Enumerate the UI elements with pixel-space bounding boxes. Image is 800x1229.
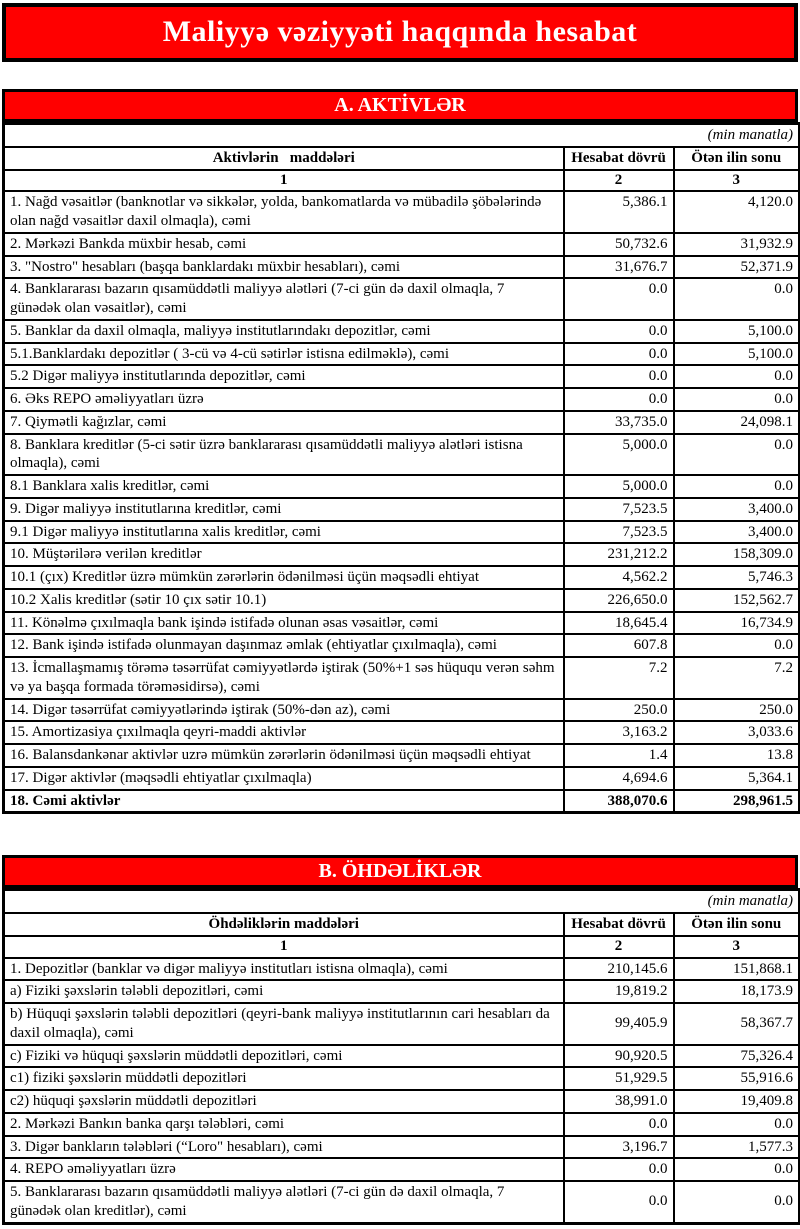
row-prior-year-end-value: 7.2 bbox=[674, 657, 800, 699]
row-prior-year-end-value: 0.0 bbox=[674, 1113, 800, 1136]
table-row bbox=[4, 721, 800, 744]
column-header-row bbox=[4, 147, 800, 170]
row-prior-year-end-value: 5,100.0 bbox=[674, 320, 800, 343]
section-assets-heading: A. AKTİVLƏR bbox=[334, 94, 466, 116]
table-row bbox=[4, 634, 800, 657]
row-current-period-value: 0.0 bbox=[564, 343, 674, 366]
row-prior-year-end-value: 31,932.9 bbox=[674, 233, 800, 256]
assets-table bbox=[2, 122, 800, 814]
row-item-label: 2. Mərkəzi Bankın banka qarşı tələbləri, cəmi bbox=[4, 1113, 564, 1136]
row-prior-year-end-value: 0.0 bbox=[674, 388, 800, 411]
table-row bbox=[4, 1003, 800, 1045]
row-item-label: 5.1.Banklardakı depozitlər ( 3-cü və 4-cü sətirlər istisna edilməklə), cəmi bbox=[4, 343, 564, 366]
row-prior-year-end-value: 298,961.5 bbox=[674, 790, 800, 813]
row-prior-year-end-value: 5,100.0 bbox=[674, 343, 800, 366]
table-row bbox=[4, 566, 800, 589]
table-row bbox=[4, 343, 800, 366]
row-item-label: 1. Nağd vəsaitlər (banknotlar və sikkələr, yolda, bankomatlarda və mübadilə şöbələrində olan nağd vəsaitlər daxil olmaqla), cəmi bbox=[4, 191, 564, 233]
section-liabilities-banner bbox=[2, 855, 798, 888]
row-item-label: 7. Qiymətli kağızlar, cəmi bbox=[4, 411, 564, 434]
row-item-label: b) Hüquqi şəxslərin tələbli depozitləri (qeyri-bank maliyyə institutlarının cari hesabları da daxil olmaqla), cəmi bbox=[4, 1003, 564, 1045]
row-prior-year-end-value: 58,367.7 bbox=[674, 1003, 800, 1045]
table-row bbox=[4, 543, 800, 566]
row-item-label: 9. Digər maliyyə institutlarına kreditlər, cəmi bbox=[4, 498, 564, 521]
column-header-items: Aktivlərin maddələri bbox=[4, 147, 564, 170]
row-prior-year-end-value: 75,326.4 bbox=[674, 1045, 800, 1068]
table-row bbox=[4, 958, 800, 981]
table-row bbox=[4, 1181, 800, 1223]
row-current-period-value: 210,145.6 bbox=[564, 958, 674, 981]
row-prior-year-end-value: 3,033.6 bbox=[674, 721, 800, 744]
row-prior-year-end-value: 5,364.1 bbox=[674, 767, 800, 790]
row-current-period-value: 0.0 bbox=[564, 1158, 674, 1181]
row-prior-year-end-value: 16,734.9 bbox=[674, 612, 800, 635]
row-item-label: 15. Amortizasiya çıxılmaqla qeyri-maddi aktivlər bbox=[4, 721, 564, 744]
row-item-label: 8.1 Banklara xalis kreditlər, cəmi bbox=[4, 475, 564, 498]
row-prior-year-end-value: 5,746.3 bbox=[674, 566, 800, 589]
table-row bbox=[4, 388, 800, 411]
table-row bbox=[4, 699, 800, 722]
table-row bbox=[4, 1158, 800, 1181]
row-current-period-value: 250.0 bbox=[564, 699, 674, 722]
row-item-label: 10.1 (çıx) Kreditlər üzrə mümkün zərərlərin ödənilməsi üçün məqsədli ehtiyat bbox=[4, 566, 564, 589]
row-prior-year-end-value: 4,120.0 bbox=[674, 191, 800, 233]
row-item-label: 11. Könəlmə çıxılmaqla bank işində istifadə olunan əsas vəsaitlər, cəmi bbox=[4, 612, 564, 635]
row-current-period-value: 5,386.1 bbox=[564, 191, 674, 233]
unit-note-row bbox=[4, 124, 800, 147]
row-prior-year-end-value: 0.0 bbox=[674, 278, 800, 320]
column-number-row bbox=[4, 936, 800, 958]
liabilities-table bbox=[2, 888, 800, 1224]
row-prior-year-end-value: 151,868.1 bbox=[674, 958, 800, 981]
column-header-prior-year-end: Ötən ilin sonu bbox=[674, 147, 800, 170]
row-current-period-value: 3,163.2 bbox=[564, 721, 674, 744]
row-item-label: 3. Digər bankların tələbləri (“Loro" hesabları), cəmi bbox=[4, 1136, 564, 1159]
column-header-items: Öhdəliklərin maddələri bbox=[4, 913, 564, 936]
row-prior-year-end-value: 24,098.1 bbox=[674, 411, 800, 434]
column-number: 2 bbox=[564, 170, 674, 192]
table-row bbox=[4, 980, 800, 1003]
row-current-period-value: 1.4 bbox=[564, 744, 674, 767]
table-row bbox=[4, 498, 800, 521]
row-prior-year-end-value: 19,409.8 bbox=[674, 1090, 800, 1113]
row-item-label: 9.1 Digər maliyyə institutlarına xalis kreditlər, cəmi bbox=[4, 521, 564, 544]
report-title: Maliyyə vəziyyəti haqqında hesabat bbox=[162, 15, 638, 48]
table-row bbox=[4, 1067, 800, 1090]
row-current-period-value: 0.0 bbox=[564, 365, 674, 388]
row-item-label: 13. İcmallaşmamış törəmə təsərrüfat cəmiyyətlərdə iştirak (50%+1 səs hüququ verən səhm və ya başqa formada törəməsidirsə), cəmi bbox=[4, 657, 564, 699]
row-item-label: 16. Balansdankənar aktivlər uzrə mümkün zərərlərin ödənilməsi üçün məqsədli ehtiyat bbox=[4, 744, 564, 767]
table-row bbox=[4, 278, 800, 320]
column-header-current-period: Hesabat dövrü bbox=[564, 147, 674, 170]
row-item-label: 5. Banklar da daxil olmaqla, maliyyə institutlarındakı depozitlər, cəmi bbox=[4, 320, 564, 343]
unit-note: (min manatla) bbox=[4, 124, 800, 147]
row-prior-year-end-value: 0.0 bbox=[674, 634, 800, 657]
row-current-period-value: 7.2 bbox=[564, 657, 674, 699]
row-item-label: a) Fiziki şəxslərin tələbli depozitləri, cəmi bbox=[4, 980, 564, 1003]
column-number: 1 bbox=[4, 936, 564, 958]
row-prior-year-end-value: 158,309.0 bbox=[674, 543, 800, 566]
row-item-label: 18. Cəmi aktivlər bbox=[4, 790, 564, 813]
row-item-label: 2. Mərkəzi Bankda müxbir hesab, cəmi bbox=[4, 233, 564, 256]
table-row bbox=[4, 589, 800, 612]
table-row bbox=[4, 434, 800, 476]
row-current-period-value: 4,694.6 bbox=[564, 767, 674, 790]
column-header-prior-year-end: Ötən ilin sonu bbox=[674, 913, 800, 936]
unit-note-row bbox=[4, 890, 800, 913]
column-number-row bbox=[4, 170, 800, 192]
row-current-period-value: 226,650.0 bbox=[564, 589, 674, 612]
row-current-period-value: 3,196.7 bbox=[564, 1136, 674, 1159]
row-current-period-value: 18,645.4 bbox=[564, 612, 674, 635]
row-current-period-value: 7,523.5 bbox=[564, 521, 674, 544]
row-current-period-value: 0.0 bbox=[564, 388, 674, 411]
row-current-period-value: 0.0 bbox=[564, 278, 674, 320]
row-item-label: 14. Digər təsərrüfat cəmiyyətlərində iştirak (50%-dən az), cəmi bbox=[4, 699, 564, 722]
row-current-period-value: 99,405.9 bbox=[564, 1003, 674, 1045]
table-row bbox=[4, 365, 800, 388]
row-current-period-value: 51,929.5 bbox=[564, 1067, 674, 1090]
row-item-label: 10.2 Xalis kreditlər (sətir 10 çıx sətir 10.1) bbox=[4, 589, 564, 612]
row-prior-year-end-value: 3,400.0 bbox=[674, 498, 800, 521]
row-current-period-value: 0.0 bbox=[564, 1113, 674, 1136]
row-item-label: 5. Banklararası bazarın qısamüddətli maliyyə alətləri (7-ci gün də daxil olmaqla, 7 günədək olan kreditlər), cəmi bbox=[4, 1181, 564, 1223]
row-item-label: 1. Depozitlər (banklar və digər maliyyə institutları istisna olmaqla), cəmi bbox=[4, 958, 564, 981]
table-row bbox=[4, 256, 800, 279]
table-row bbox=[4, 657, 800, 699]
section-assets-banner bbox=[2, 89, 798, 122]
column-number: 3 bbox=[674, 936, 800, 958]
row-item-label: 12. Bank işində istifadə olunmayan daşınmaz əmlak (ehtiyatlar çıxılmaqla), cəmi bbox=[4, 634, 564, 657]
spacer bbox=[2, 62, 798, 89]
row-item-label: 6. Əks REPO əməliyyatları üzrə bbox=[4, 388, 564, 411]
column-number: 1 bbox=[4, 170, 564, 192]
row-prior-year-end-value: 152,562.7 bbox=[674, 589, 800, 612]
row-current-period-value: 90,920.5 bbox=[564, 1045, 674, 1068]
row-item-label: 4. REPO əməliyyatları üzrə bbox=[4, 1158, 564, 1181]
column-number: 2 bbox=[564, 936, 674, 958]
table-row bbox=[4, 320, 800, 343]
row-current-period-value: 50,732.6 bbox=[564, 233, 674, 256]
table-row bbox=[4, 411, 800, 434]
row-item-label: c1) fiziki şəxslərin müddətli depozitləri bbox=[4, 1067, 564, 1090]
table-row bbox=[4, 767, 800, 790]
row-current-period-value: 33,735.0 bbox=[564, 411, 674, 434]
row-prior-year-end-value: 52,371.9 bbox=[674, 256, 800, 279]
table-row bbox=[4, 1136, 800, 1159]
row-current-period-value: 0.0 bbox=[564, 1181, 674, 1223]
column-number: 3 bbox=[674, 170, 800, 192]
table-row bbox=[4, 612, 800, 635]
table-row bbox=[4, 233, 800, 256]
row-current-period-value: 388,070.6 bbox=[564, 790, 674, 813]
report-title-banner bbox=[2, 3, 798, 62]
row-prior-year-end-value: 55,916.6 bbox=[674, 1067, 800, 1090]
row-item-label: 17. Digər aktivlər (məqsədli ehtiyatlar çıxılmaqla) bbox=[4, 767, 564, 790]
row-item-label: c2) hüquqi şəxslərin müddətli depozitləri bbox=[4, 1090, 564, 1113]
table-row bbox=[4, 790, 800, 813]
row-prior-year-end-value: 0.0 bbox=[674, 434, 800, 476]
row-prior-year-end-value: 0.0 bbox=[674, 1181, 800, 1223]
row-current-period-value: 7,523.5 bbox=[564, 498, 674, 521]
row-current-period-value: 231,212.2 bbox=[564, 543, 674, 566]
table-row bbox=[4, 191, 800, 233]
section-liabilities-heading: B. ÖHDƏLİKLƏR bbox=[318, 860, 482, 883]
row-prior-year-end-value: 13.8 bbox=[674, 744, 800, 767]
row-current-period-value: 607.8 bbox=[564, 634, 674, 657]
row-current-period-value: 4,562.2 bbox=[564, 566, 674, 589]
row-prior-year-end-value: 18,173.9 bbox=[674, 980, 800, 1003]
table-row bbox=[4, 744, 800, 767]
row-current-period-value: 38,991.0 bbox=[564, 1090, 674, 1113]
row-current-period-value: 31,676.7 bbox=[564, 256, 674, 279]
row-prior-year-end-value: 1,577.3 bbox=[674, 1136, 800, 1159]
row-item-label: 4. Banklararası bazarın qısamüddətli maliyyə alətləri (7-ci gün də daxil olmaqla, 7 günədək olan vəsaitlər), cəmi bbox=[4, 278, 564, 320]
table-row bbox=[4, 1090, 800, 1113]
row-item-label: c) Fiziki və hüquqi şəxslərin müddətli depozitləri, cəmi bbox=[4, 1045, 564, 1068]
row-item-label: 10. Müştərilərə verilən kreditlər bbox=[4, 543, 564, 566]
column-header-row bbox=[4, 913, 800, 936]
row-prior-year-end-value: 0.0 bbox=[674, 475, 800, 498]
table-row bbox=[4, 1113, 800, 1136]
row-prior-year-end-value: 250.0 bbox=[674, 699, 800, 722]
row-prior-year-end-value: 0.0 bbox=[674, 365, 800, 388]
row-current-period-value: 19,819.2 bbox=[564, 980, 674, 1003]
row-item-label: 8. Banklara kreditlər (5-ci sətir üzrə banklararası qısamüddətli maliyyə alətləri istisna olmaqla), cəmi bbox=[4, 434, 564, 476]
section-liabilities bbox=[2, 855, 798, 1224]
table-row bbox=[4, 1045, 800, 1068]
row-item-label: 3. "Nostro" hesabları (başqa banklardakı müxbir hesabları), cəmi bbox=[4, 256, 564, 279]
row-current-period-value: 5,000.0 bbox=[564, 434, 674, 476]
column-header-current-period: Hesabat dövrü bbox=[564, 913, 674, 936]
row-current-period-value: 0.0 bbox=[564, 320, 674, 343]
unit-note: (min manatla) bbox=[4, 890, 800, 913]
row-current-period-value: 5,000.0 bbox=[564, 475, 674, 498]
row-prior-year-end-value: 0.0 bbox=[674, 1158, 800, 1181]
section-assets bbox=[2, 89, 798, 814]
table-row bbox=[4, 521, 800, 544]
table-row bbox=[4, 475, 800, 498]
row-prior-year-end-value: 3,400.0 bbox=[674, 521, 800, 544]
row-item-label: 5.2 Digər maliyyə institutlarında depozitlər, cəmi bbox=[4, 365, 564, 388]
